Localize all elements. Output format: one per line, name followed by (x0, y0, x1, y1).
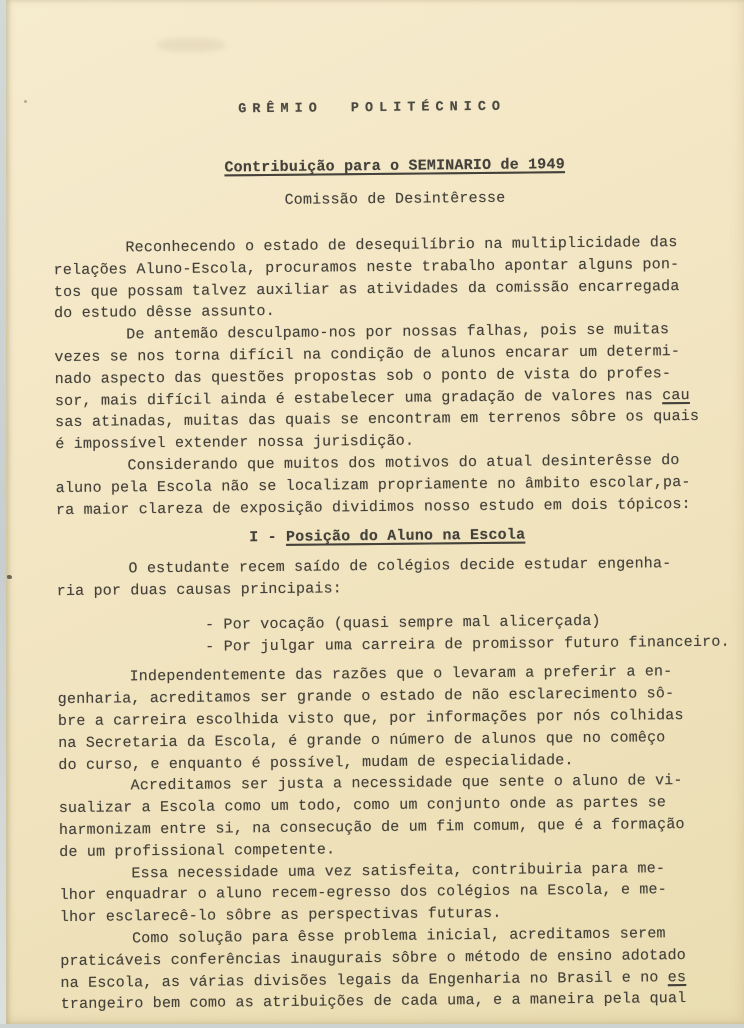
document-page (6, 0, 744, 1024)
text-line: De antemão desculpamo-nos por nossas falhas, pois se muitas (126, 321, 670, 344)
list-item: - Por vocação (quasi sempre mal alicerçada) (204, 612, 601, 634)
section-heading (56, 523, 718, 551)
list-item: - Por julgar uma carreira de promissor futuro financeiro. (205, 633, 730, 656)
text-line: Essa necessidade uma vez satisfeita, contribuiria para me- (131, 859, 666, 882)
paper-speck (24, 100, 27, 103)
paragraph (54, 319, 717, 456)
heading-line (56, 523, 718, 551)
text-line: bre a carreira escolhida visto que, por informações por nós colhidas (57, 706, 684, 730)
bullet-list (57, 609, 730, 659)
paragraph (55, 450, 718, 522)
text-line: Acreditamos ser justa a necessidade que sente o aluno de vi- (130, 772, 683, 795)
underlined-text: cau (662, 386, 690, 404)
text-line: na Secretaria da Escola, é grande o número de alunos que no comêço (58, 728, 666, 752)
paragraph (60, 923, 723, 1017)
text-line: Considerando que muitos dos motivos do atual desinterêsse do (127, 452, 680, 475)
paragraph (57, 661, 720, 776)
text-line: de um profissional competente. (59, 841, 336, 861)
text-line: trangeiro bem como as atribuições de cada uma, e a maneira pela qual (60, 990, 687, 1014)
text-line: do curso, e enquanto é possível, mudam de especialidade. (58, 751, 574, 774)
text-line: lhor enquadrar o aluno recem-egresso dos colégios na Escola, e me- (59, 881, 668, 905)
document-subtitle (26, 154, 744, 178)
text-line: é impossível extender nossa jurisdição. (55, 432, 415, 454)
text-line: praticáveis conferências inaugurais sôbre o método de ensino adotado (60, 946, 687, 970)
text-line: tos que possam talvez auxiliar as atividades da comissão encarregada (53, 277, 680, 301)
typewritten-text-layer (2, 0, 744, 1028)
text-line: aluno pela Escola não se localizam propriamente no âmbito escolar,pa- (55, 473, 691, 497)
text-line: O estudante recem saído de colégios decide estudar engenha- (128, 555, 672, 578)
paragraph (59, 770, 722, 864)
text-line: ra maior clareza de exposição dividimos nosso estudo em dois tópicos: (55, 495, 691, 519)
text-line: vezes se nos torna difícil na condição de alunos encarar um determi- (54, 343, 681, 367)
paper-speck (7, 575, 12, 579)
underlined-text: es (667, 968, 687, 986)
subtitle-text: Contribuição para o SEMINARIO de 1949 (224, 156, 565, 177)
text-line: ria por duas causas principais: (56, 580, 343, 601)
text-line: nado aspecto das questões propostas sob o ponto de vista do profes- (54, 364, 672, 388)
document-body (53, 232, 730, 1016)
text-segment: I - (249, 529, 287, 547)
text-line: sualizar a Escola como um todo, como um conjunto onde as partes se (58, 794, 667, 818)
text-line: Independentemente das razões que o levaram a preferir a en- (129, 663, 673, 686)
text-line: Como solução para êsse problema inicial, acreditamos serem (131, 925, 666, 948)
paragraph (53, 232, 716, 326)
page-title: GRÊMIO POLITÉCNICO (238, 99, 507, 118)
paragraph (56, 553, 718, 603)
text-line: relações Aluno-Escola, procuramos neste trabalho apontar alguns pon- (53, 255, 680, 279)
scanner-edge-strip (0, 0, 6, 1024)
text-segment: na Escola, as várias divisões legais da Engenharia no Brasil e no (60, 968, 668, 992)
underlined-text: Posição do Aluno na Escola (285, 526, 526, 547)
paragraph (59, 857, 722, 929)
text-segment: sor, mais difícil ainda é estabelecer uma gradação de valores nas (54, 386, 663, 410)
text-line: genharia, acreditamos ser grande o estado de não esclarecimento sô- (57, 685, 675, 709)
text-line: lhor esclarecê-lo sôbre as perspectivas futuras. (59, 904, 502, 927)
text-line: Reconhecendo o estado de desequilíbrio na multiplicidade das (125, 234, 678, 257)
text-line: sas atinadas, muitas das quais se encontram em terrenos sôbre os quais (55, 408, 700, 432)
text-line: do estudo dêsse assunto. (53, 303, 275, 323)
text-line: harmonizam entre si, na consecução de um fim comum, que é a formação (58, 815, 685, 839)
committee-name: Comissão de Desintêresse (284, 189, 506, 209)
